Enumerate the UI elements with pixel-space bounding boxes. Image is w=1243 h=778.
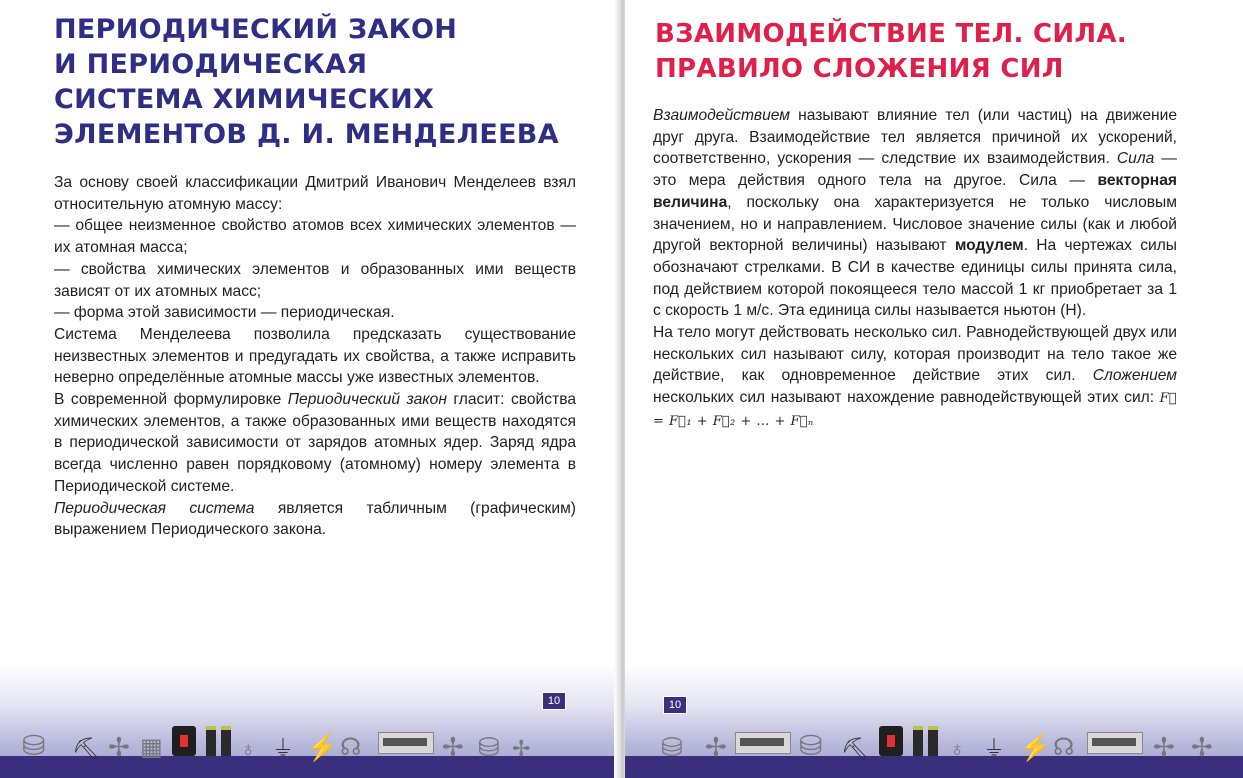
text-run: гласит: свойства химических элементов, а также образованных ими веществ находятся в периодической зависимости от зарядов атомных ядер. Заряд ядра всегда численно равен порядковому (атомному) номеру элемента в Периодической системе. xyxy=(54,391,576,495)
paragraph xyxy=(653,105,1177,322)
plug-icon: ⏚ xyxy=(272,736,295,761)
switch-icon xyxy=(172,726,196,756)
right-page xyxy=(625,0,1243,778)
windmill-icon: ✢ xyxy=(1191,732,1213,762)
paragraph: За основу своей классификации Дмитрий Иванович Менделеев взял относительную атомную массу: xyxy=(54,174,576,213)
meter-panel-icon xyxy=(1087,732,1143,754)
decorative-footer xyxy=(0,663,618,778)
paragraph xyxy=(54,389,576,498)
battery-icon xyxy=(206,726,216,756)
pumpjack-icon: ⛏ xyxy=(841,736,869,761)
paragraph xyxy=(54,498,576,541)
plug-icon: ⏚ xyxy=(983,736,1006,761)
paragraph: — общее неизменное свойство атомов всех химических элементов — их атомная масса; xyxy=(54,217,576,257)
bold-term: векторная величина xyxy=(653,172,1177,211)
italic-term: Сложением xyxy=(1092,367,1177,385)
text-run: . На чертежах силы обозначают стрелками. В СИ в качестве единицы силы принята сила, под действием которой покоящееся тело массой 1 кг приобретает за 1 с скорость 1 м/с. Эта единица силы называется ньютон (Н). xyxy=(653,237,1178,320)
meter-panel-icon xyxy=(378,732,434,754)
battery-icon xyxy=(928,726,938,756)
left-title-line: И ПЕРИОДИЧЕСКАЯ xyxy=(54,49,368,80)
windmill-icon: ✢ xyxy=(108,732,130,762)
left-title-line: ПЕРИОДИЧЕСКИЙ ЗАКОН xyxy=(54,14,458,45)
tank-icon: ⛁ xyxy=(661,732,683,762)
calculator-icon: ▦ xyxy=(140,734,163,761)
text-run: называют влияние тел (или частиц) на движение друг друга. Взаимодействие тел является причиной их ускорений, соответственно, ускорения — следствие их взаимодействия. xyxy=(653,107,1177,168)
left-page xyxy=(0,0,618,778)
left-title-line: СИСТЕМА ХИМИЧЕСКИХ xyxy=(54,84,435,115)
italic-term: Периодическая система xyxy=(54,499,255,517)
battery-icon xyxy=(913,726,923,756)
lamp-icon: ☊ xyxy=(340,734,362,761)
left-title-line: ЭЛЕМЕНТОВ Д. И. МЕНДЕЛЕЕВА xyxy=(54,119,559,150)
windmill-icon: ✢ xyxy=(512,736,531,761)
right-page-body xyxy=(653,105,1177,433)
page-number: 10 xyxy=(542,692,566,710)
left-page-body xyxy=(54,172,576,541)
tank-icon: ⛁ xyxy=(478,732,500,762)
text-run: нескольких сил называют нахождение равнодействующей этих сил: xyxy=(653,389,1160,407)
lamp-icon: ☊ xyxy=(1053,734,1075,761)
tower-icon: ⚡ xyxy=(1019,732,1052,762)
paragraph: Система Менделеева позволила предсказать существование неизвестных элементов и предугадать их свойства, а также исправить неверно определённые атомные массы уже известных элементов. xyxy=(54,325,576,387)
decorative-footer xyxy=(625,663,1243,778)
tower-icon: ⚡ xyxy=(306,732,339,762)
text-run: является табличным (графическим) выражением Периодического закона. xyxy=(54,499,576,539)
italic-term: Периодический закон xyxy=(287,391,447,409)
left-page-title xyxy=(54,12,594,152)
text-run: В современной формулировке xyxy=(54,391,288,409)
windmill-icon: ✢ xyxy=(1153,732,1175,762)
windmill-icon: ✢ xyxy=(705,732,727,762)
force-sum-formula: F⃗ = F⃗₁ + F⃗₂ + … + F⃗ₙ xyxy=(653,391,1177,429)
bold-term: модулем xyxy=(954,237,1024,255)
bulb-icon: ♁ xyxy=(240,736,257,761)
text-run: — это мера действия одного тела на другое. Сила — xyxy=(653,150,1177,190)
keyboard-panel-icon xyxy=(735,732,791,754)
bulb-icon: ♁ xyxy=(949,736,966,761)
tank-icon: ⛁ xyxy=(22,730,46,761)
italic-term: Взаимодействием xyxy=(653,107,790,124)
windmill-icon: ✢ xyxy=(442,732,464,762)
right-title-line: ВЗАИМОДЕЙСТВИЕ ТЕЛ. СИЛА. xyxy=(655,19,1127,49)
paragraph: — свойства химических элементов и образованных ими веществ зависят от их атомных масс; xyxy=(54,260,576,300)
tank-icon: ⛁ xyxy=(799,730,823,761)
paragraph: — форма этой зависимости — периодическая. xyxy=(54,304,395,322)
pumpjack-icon: ⛏ xyxy=(72,736,100,761)
right-title-line: ПРАВИЛО СЛОЖЕНИЯ СИЛ xyxy=(655,54,1064,84)
text-run: , поскольку она характеризуется не только числовым значением, но и направлением. Числовое значение силы (как и любой другой векторной величины) называют xyxy=(653,193,1177,255)
italic-term: Сила xyxy=(1116,150,1155,168)
right-page-title xyxy=(655,17,1215,87)
page-number: 10 xyxy=(663,696,687,714)
text-run: На тело могут действовать несколько сил. Равнодействующей двух или нескольких сил называют силу, которая производит на тело такое же действие, как одновременное действие этих сил. xyxy=(653,324,1177,385)
switch-icon xyxy=(879,726,903,756)
paragraph xyxy=(653,322,1177,433)
battery-icon xyxy=(221,726,231,756)
